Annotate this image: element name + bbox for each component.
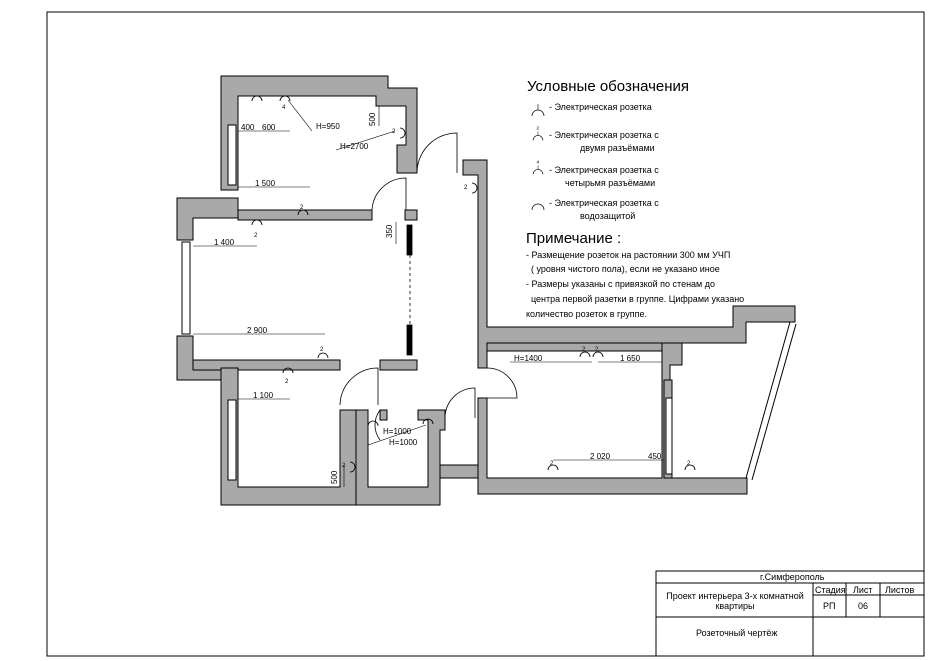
dim-label-400: 400 [241, 123, 255, 132]
socket-count-label: 2 [254, 233, 258, 239]
note-line: количество розеток в группе. [526, 309, 647, 319]
window-top-left [228, 125, 236, 185]
door-middle-room [340, 368, 378, 405]
dim-label-500-top: 500 [368, 112, 377, 126]
wall-partition-1b [405, 210, 417, 220]
legend-item-label-2: четырьмя разъёмами [565, 178, 656, 188]
dim-label-500-bottom: 500 [330, 470, 339, 484]
socket-count-label: 2 [320, 347, 324, 353]
double-socket-icon [472, 183, 477, 193]
double-socket-icon [400, 128, 405, 138]
door-middle-leaf-a [407, 225, 412, 255]
window-middle-left [182, 242, 190, 334]
socket-count-label: 2 [392, 129, 396, 135]
socket-count-label: 2 [464, 185, 468, 191]
walls [177, 76, 795, 505]
socket-count-label: 2 [285, 379, 289, 385]
dim-label-600: 600 [262, 123, 276, 132]
title-block-stage-value: РП [823, 601, 836, 611]
dim-label-1100: 1 100 [253, 391, 274, 400]
wall-lower-left [221, 368, 356, 505]
dim-label-450: 450 [648, 452, 662, 461]
window-right-diagonal-b [752, 324, 796, 480]
window-right-room [666, 398, 672, 474]
door-right-room [487, 368, 517, 398]
title-block-stage-header: Стадия [815, 585, 846, 595]
note-line: - Размеры указаны с привязкой по стенам до [526, 279, 715, 289]
socket-icon [252, 96, 262, 101]
dim-label-h950: H=950 [316, 122, 340, 131]
legend-title: Условные обозначения [527, 78, 690, 95]
dim-label-350: 350 [385, 224, 394, 238]
socket-icon [528, 100, 548, 118]
doors [340, 133, 517, 440]
wall-partition-1 [238, 210, 372, 220]
dim-label-1400: 1 400 [214, 238, 235, 247]
wall-bath-inner [380, 410, 387, 420]
legend-item-label: - Электрическая розетка с [549, 198, 659, 208]
wall-bath [356, 410, 445, 505]
wall-partition-2b [380, 360, 417, 370]
legend-item-label: - Электрическая розетка с [549, 165, 659, 175]
window-right-diagonal [746, 322, 790, 478]
wall-partition-2 [193, 360, 340, 370]
socket-icon [368, 421, 378, 426]
dim-label-2900: 2 900 [247, 326, 268, 335]
note-line: центра первой разетки в группе. Цифрами указано [526, 294, 745, 304]
wall-bottom-corridor [440, 465, 478, 478]
legend-count: 4 [536, 160, 540, 166]
legend-item-label-2: водозащитой [580, 211, 636, 221]
dim-label-h1400: H=1400 [514, 354, 543, 363]
title-block-sheet-value: 06 [858, 601, 869, 611]
title-block-sheets-header: Листов [885, 585, 915, 595]
dim-line-h950 [288, 100, 312, 131]
socket-count-label: 2 [582, 347, 586, 353]
wall-top-left-room [221, 76, 417, 190]
note-line: ( уровня чистого пола), если не указано иное [526, 264, 720, 274]
legend-item-label: - Электрическая розетка с [549, 130, 659, 140]
dim-label-h2700: H=2700 [340, 142, 369, 151]
dim-label-h1000-b: H=1000 [389, 438, 418, 447]
title-block-sheet-header: Лист [853, 585, 873, 595]
socket-count-label: 4 [282, 105, 286, 111]
socket-count-label: 2 [300, 205, 304, 211]
door-middle-leaf-b [407, 325, 412, 355]
legend-item-quad-socket [549, 164, 659, 190]
door-top-right-swing [372, 178, 406, 210]
socket-count-label: 2 [342, 463, 346, 469]
legend-item-label: - Электрическая розетка [549, 102, 652, 112]
door-wc [445, 388, 475, 418]
socket-count-label: 2 [550, 461, 554, 467]
dim-label-2020: 2 020 [590, 452, 611, 461]
wall-right-room-top-a [487, 343, 662, 351]
title-block-project-line2: квартиры [715, 601, 755, 611]
wall-left-upper [177, 198, 238, 240]
double-socket-icon [528, 124, 548, 142]
title-block-project-line1: Проект интерьера 3-х комнатной [666, 591, 804, 601]
title-block-city: г.Симферополь [760, 572, 825, 582]
socket-count-label: 2 [687, 461, 691, 467]
dim-label-h1000-a: H=1000 [383, 427, 412, 436]
legend-item-waterproof-socket [549, 197, 659, 223]
dim-label-1500: 1 500 [255, 179, 276, 188]
legend-item-double-socket [549, 129, 659, 155]
wall-right-room-left [478, 343, 747, 494]
legend-count: 2 [536, 126, 540, 132]
legend-item-label-2: двумя разъёмами [580, 143, 655, 153]
title-block-project [660, 591, 810, 611]
legend-item-socket [549, 101, 652, 114]
socket-count-label: 2 [595, 347, 599, 353]
quad-socket-icon [528, 158, 548, 176]
title-block-drawing-name: Розеточный чертёж [696, 628, 778, 638]
note-line: - Размещение розеток на растоянии 300 мм УЧП [526, 250, 731, 260]
dim-label-1650: 1 650 [620, 354, 641, 363]
title-block-frame [656, 571, 924, 656]
door-top-left-room [417, 133, 457, 173]
window-lower-left [228, 400, 236, 480]
note-title: Примечание : [526, 230, 622, 247]
waterproof-socket-icon [528, 194, 548, 212]
title-block [656, 571, 924, 656]
double-socket-icon [252, 220, 262, 225]
